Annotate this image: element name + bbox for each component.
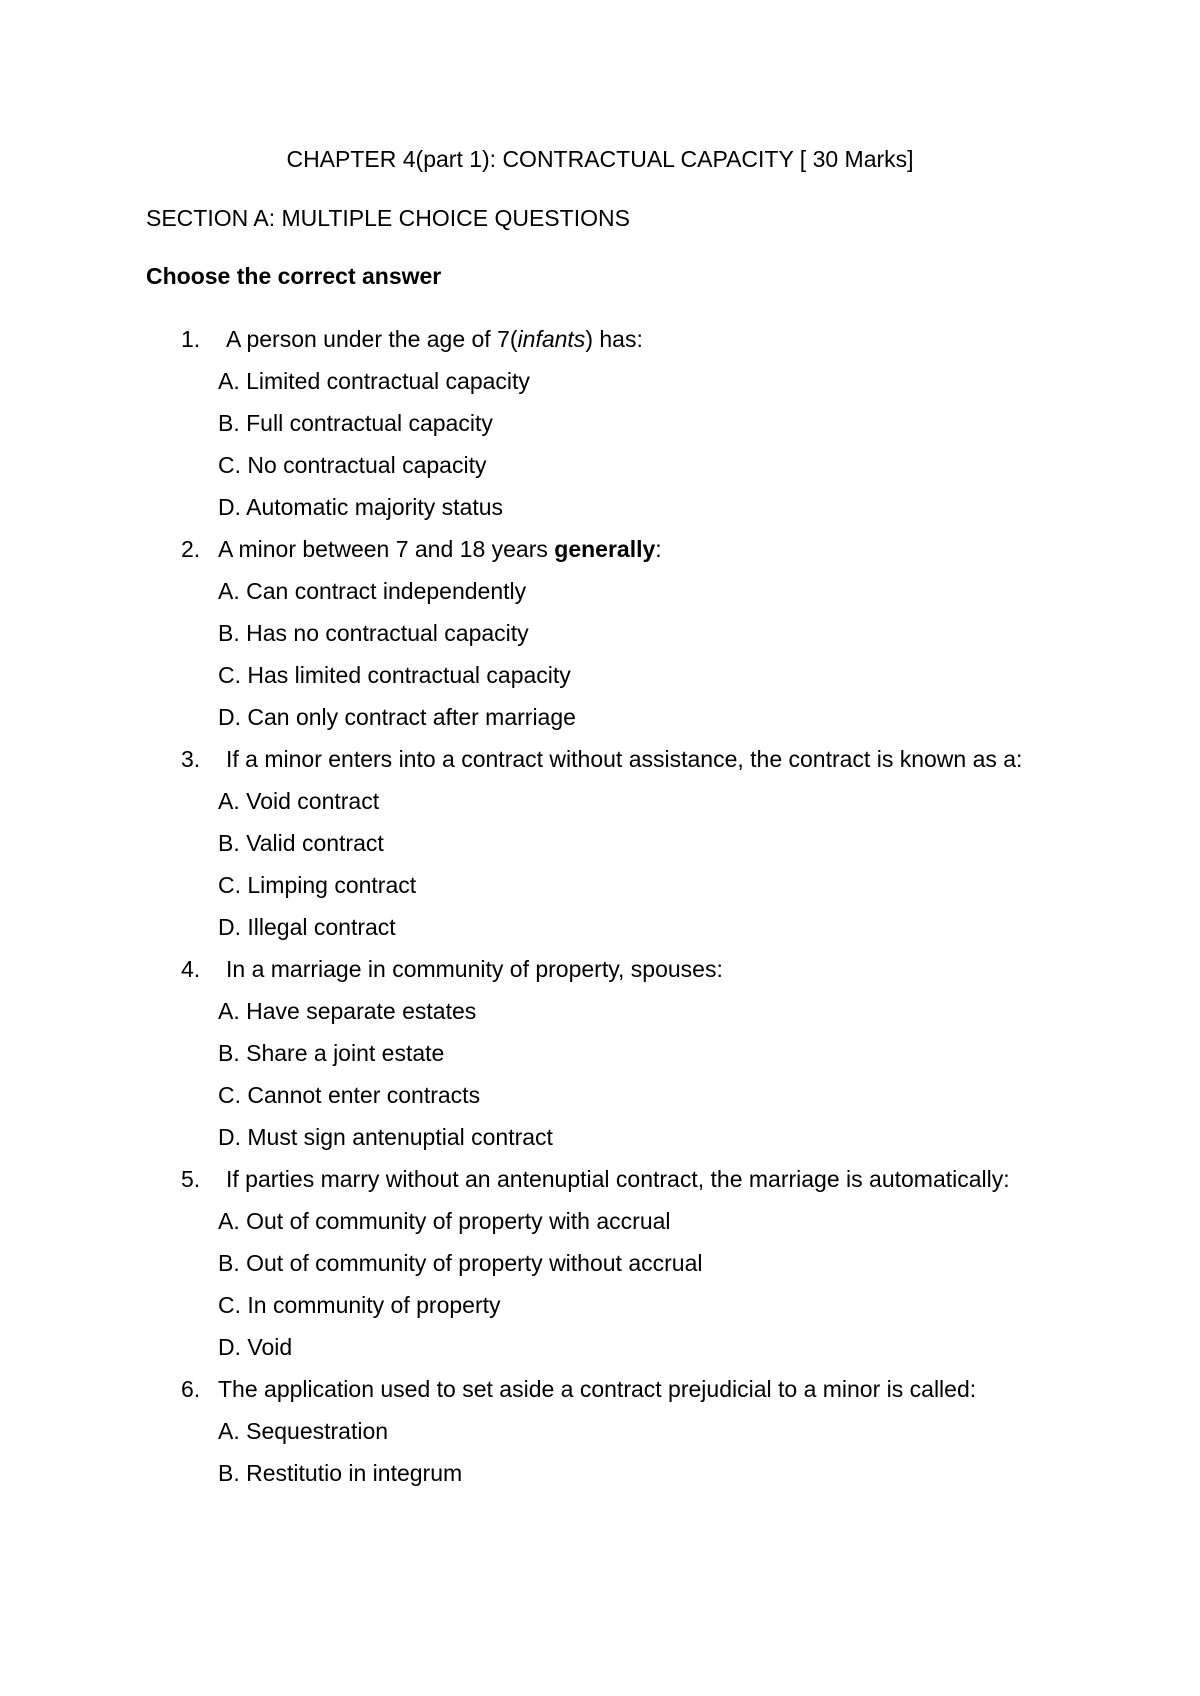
answer-option: A. Limited contractual capacity xyxy=(218,368,530,394)
question-text: In a marriage in community of property, spouses: xyxy=(226,956,723,982)
answer-option: A. Have separate estates xyxy=(218,998,477,1024)
answer-option: D. Can only contract after marriage xyxy=(218,704,576,730)
answer-option: B. Valid contract xyxy=(218,830,384,856)
question-6 xyxy=(0,1368,1200,1494)
question-text: The application used to set aside a contract prejudicial to a minor is called: xyxy=(218,1376,977,1402)
answer-option: B. Has no contractual capacity xyxy=(218,620,529,646)
question-list xyxy=(0,318,1200,1494)
question-5 xyxy=(0,1158,1200,1368)
question-1 xyxy=(0,318,1200,528)
question-text-part: ) has: xyxy=(585,326,643,352)
option-list xyxy=(0,570,1200,738)
option-list xyxy=(0,1410,1200,1494)
answer-option: B. Share a joint estate xyxy=(218,1040,445,1066)
instruction-text: Choose the correct answer xyxy=(146,263,442,289)
answer-option: A. Out of community of property with accrual xyxy=(218,1208,671,1234)
option-list xyxy=(0,780,1200,948)
question-number: 3. xyxy=(181,746,201,772)
question-text xyxy=(218,528,1058,570)
question-text: If a minor enters into a contract without assistance, the contract is known as a: xyxy=(226,746,1023,772)
question-number: 6. xyxy=(181,1376,201,1402)
question-2 xyxy=(0,528,1200,738)
option-list xyxy=(0,1200,1200,1368)
question-text: If parties marry without an antenuptial contract, the marriage is automatically: xyxy=(226,1166,1010,1192)
question-text xyxy=(218,318,1058,360)
answer-option: A. Void contract xyxy=(218,788,380,814)
answer-option: C. No contractual capacity xyxy=(218,452,487,478)
answer-option: D. Automatic majority status xyxy=(218,494,504,520)
question-text-part: : xyxy=(655,536,662,562)
answer-option: A. Sequestration xyxy=(218,1418,389,1444)
question-3 xyxy=(0,738,1200,948)
question-number: 1. xyxy=(181,326,201,352)
question-text-part: A minor between 7 and 18 years xyxy=(218,536,555,562)
answer-option: C. Limping contract xyxy=(218,872,417,898)
answer-option: B. Full contractual capacity xyxy=(218,410,493,436)
question-text-part: A person under the age of 7( xyxy=(226,326,518,352)
answer-option: A. Can contract independently xyxy=(218,578,527,604)
question-number: 5. xyxy=(181,1166,201,1192)
answer-option: D. Must sign antenuptial contract xyxy=(218,1124,553,1150)
question-text-bold: generally xyxy=(554,536,656,562)
option-list xyxy=(0,990,1200,1158)
answer-option: C. Cannot enter contracts xyxy=(218,1082,481,1108)
answer-option: B. Restitutio in integrum xyxy=(218,1460,463,1486)
answer-option: C. Has limited contractual capacity xyxy=(218,662,571,688)
question-4 xyxy=(0,948,1200,1158)
answer-option: C. In community of property xyxy=(218,1292,501,1318)
question-number: 4. xyxy=(181,956,201,982)
question-number: 2. xyxy=(181,536,201,562)
question-text-italic: infants xyxy=(517,326,586,352)
answer-option: D. Illegal contract xyxy=(218,914,396,940)
answer-option: B. Out of community of property without accrual xyxy=(218,1250,703,1276)
page-title: CHAPTER 4(part 1): CONTRACTUAL CAPACITY [ 30 Marks] xyxy=(286,146,914,172)
section-heading: SECTION A: MULTIPLE CHOICE QUESTIONS xyxy=(146,205,630,231)
answer-option: D. Void xyxy=(218,1334,293,1360)
option-list xyxy=(0,360,1200,528)
